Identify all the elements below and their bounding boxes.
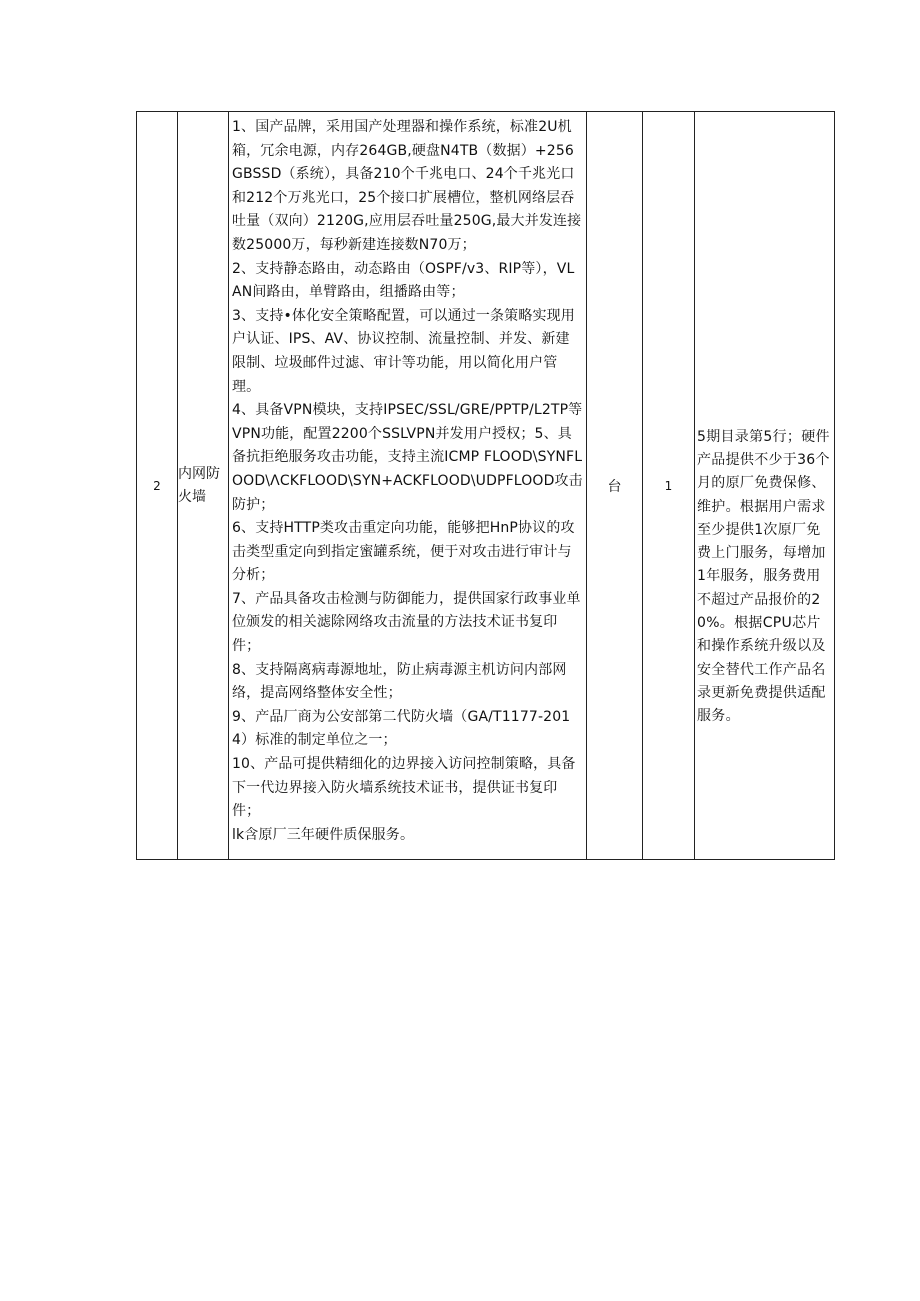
product-name-cell: [178, 112, 229, 860]
quantity-text: 1: [664, 478, 673, 493]
unit-cell: [587, 112, 643, 860]
table-row: [137, 112, 835, 860]
row-number-cell: [137, 112, 178, 860]
row-number: 2: [153, 478, 161, 493]
product-name: 内网防火墙: [178, 465, 220, 505]
quantity-cell: [643, 112, 695, 860]
spec-cell: [229, 112, 587, 860]
spec-text: 1、国产品牌，采用国产处理器和操作系统，标准2U机箱，冗余电源，内存264GB,硬盘N4TB（数据）+256GBSSD（系统），具备210个千兆电口、24个千兆光口和212个万兆光口，25个接口扩展槽位，整机网络层吞吐量（双向）2120G,应用层吞吐量250G,最大并发连接数25000万，每秒新建连接数N70万； 2、支持静态路由，动态路由（OSPF/v3、RIP等），VLAN间路由，单臂路由，组播路由等； 3、支持•体化安全策略配置，可以通过一条策略实现用户认证、IPS、AV、协议控制、流量控制、并发、新建限制、垃圾邮件过滤、审计等功能，用以简化用户管理。 4、具备VPN模块，支持IPSEC/SSL/GRE/PPTP/L2TP等VPN功能，配置2200个SSLVPN并发用户授权；5、具备抗拒绝服务攻击功能，支持主流ICMP FLOOD\SYNFLOOD\ΛCKFLOOD\SYN+ACKFLOOD\UDPFLOOD攻击防护； 6、支持HTTP类攻击重定向功能，能够把HnP协议的攻击类型重定向到指定蜜罐系统，便于对攻击进行审计与分析； 7、产品具备攻击检测与防御能力，提供国家行政事业单位颁发的相关滤除网络攻击流量的方法技术证书复印件； 8、支持隔离病毒源地址，防止病毒源主机访问内部网络，提高网络整体安全性； 9、产品厂商为公安部第二代防火墙（GA/T1177-2014）标准的制定单位之一； 10、产品可提供精细化的边界接入访问控制策略，具备下一代边界接入防火墙系统技术证书，提供证书复印件； lk含原厂三年硬件质保服务。: [232, 119, 583, 843]
note-cell: [695, 112, 835, 860]
spec-table: [136, 111, 835, 860]
note-text: 5期目录第5行；硬件产品提供不少于36个月的原厂免费保修、维护。根据用户需求至少提供1次原厂免费上门服务，每增加1年服务，服务费用不超过产品报价的20%。根据CPU芯片和操作系统升级以及安全替代工作产品名录更新免费提供适配服务。: [697, 428, 830, 725]
unit-text: 台: [607, 478, 622, 495]
